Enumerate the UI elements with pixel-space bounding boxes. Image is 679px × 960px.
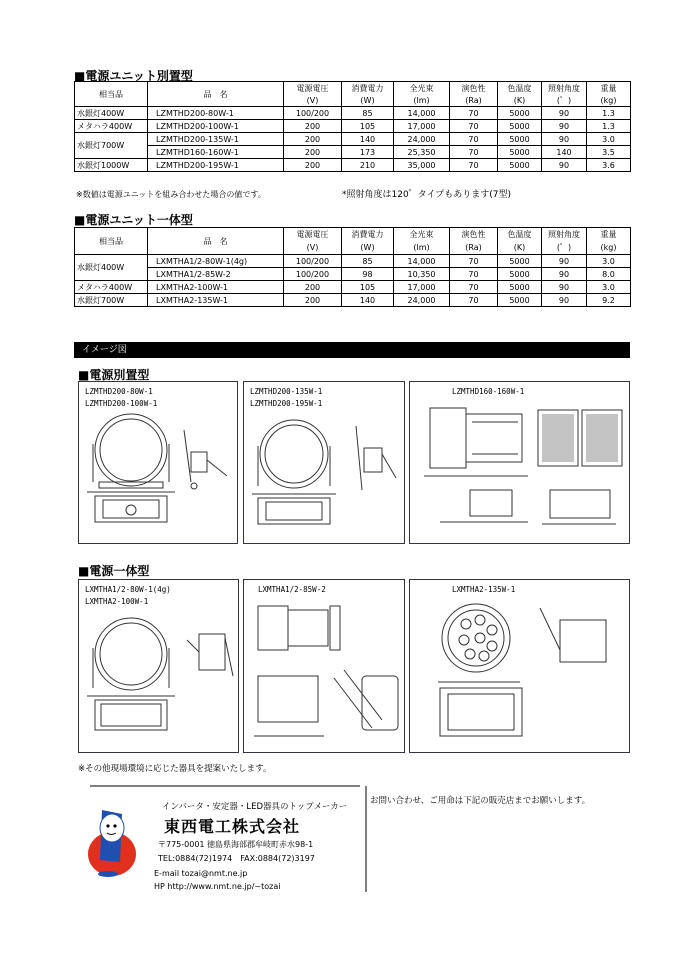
cell-model: LXMTHA2-100W-1 — [148, 281, 284, 294]
cell-weight: 3.0 — [587, 281, 631, 294]
cell-lumen: 14,000 — [394, 255, 450, 268]
group2-title: ■電源一体型 — [78, 564, 150, 578]
cell-temp: 5000 — [498, 268, 542, 281]
image-section-bar: イメージ図 — [74, 342, 630, 358]
cell-temp: 5000 — [498, 255, 542, 268]
cell-model: LZMTHD200-195W-1 — [148, 159, 284, 172]
header-temp: 色温度 — [498, 82, 542, 95]
cell-angle: 90 — [542, 294, 587, 307]
drawing-box-lxmtha2-135w — [409, 579, 630, 753]
header-voltage: 電源電圧 — [284, 82, 342, 95]
table-row — [75, 294, 631, 307]
company-address: 〒775-0001 徳島県海部郡牟岐町赤水98-1 — [158, 840, 314, 849]
drawing-label: LXMTHA1/2-85W-2 — [258, 585, 326, 594]
cell-angle: 90 — [542, 281, 587, 294]
cell-angle: 90 — [542, 159, 587, 172]
cell-temp: 5000 — [498, 281, 542, 294]
cell-temp: 5000 — [498, 107, 542, 120]
cell-lumen: 17,000 — [394, 120, 450, 133]
cell-temp: 5000 — [498, 146, 542, 159]
header-lumen-unit: (lm) — [394, 241, 450, 255]
header-angle: 照射角度 — [542, 82, 587, 95]
header-voltage-unit: (V) — [284, 241, 342, 255]
cell-category: 水銀灯400W — [75, 107, 148, 120]
cell-lumen: 24,000 — [394, 133, 450, 146]
header-temp-unit: (K) — [498, 241, 542, 255]
drawing-box-lzmthd200-80w — [78, 381, 238, 544]
header-ra: 演色性 — [450, 228, 498, 242]
cell-power: 105 — [342, 120, 394, 133]
company-name: 東西電工株式会社 — [164, 817, 301, 836]
cell-ra: 70 — [450, 159, 498, 172]
drawing-box-lxmtha1-85w — [243, 579, 405, 753]
cell-category: 水銀灯700W — [75, 294, 148, 307]
cell-voltage: 200 — [284, 294, 342, 307]
header-model: 品 名 — [148, 228, 284, 255]
cell-category: 水銀灯1000W — [75, 159, 148, 172]
section2-title: ■電源ユニット一体型 — [74, 213, 193, 227]
cell-model: LZMTHD200-80W-1 — [148, 107, 284, 120]
table-note-right: *照射角度は120゜タイプもあります(7型) — [342, 190, 511, 200]
header-weight: 重量 — [587, 82, 631, 95]
drawing-label: LXMTHA2-135W-1 — [452, 585, 516, 594]
floodlight-drawing — [79, 580, 240, 754]
table-row — [75, 159, 631, 172]
drawing-label: LXMTHA1/2-80W-1(4g) — [85, 585, 171, 594]
cell-voltage: 200 — [284, 146, 342, 159]
cell-power: 105 — [342, 281, 394, 294]
cell-angle: 90 — [542, 120, 587, 133]
cell-voltage: 200 — [284, 281, 342, 294]
company-mascot — [82, 800, 150, 880]
cell-temp: 5000 — [498, 120, 542, 133]
cell-temp: 5000 — [498, 159, 542, 172]
header-ra: 演色性 — [450, 82, 498, 95]
group1-title: ■電源別置型 — [78, 368, 150, 382]
cell-angle: 90 — [542, 268, 587, 281]
company-tagline: インバータ・安定器・LED器具のトップメーカー — [162, 802, 348, 812]
cell-power: 140 — [342, 294, 394, 307]
header-weight-unit: (kg) — [587, 241, 631, 255]
cell-power: 85 — [342, 107, 394, 120]
header-voltage-unit: (V) — [284, 94, 342, 107]
table-row — [75, 255, 631, 268]
header-angle-unit: (゜) — [542, 94, 587, 107]
header-lumen-unit: (lm) — [394, 94, 450, 107]
cell-model: LXMTHA1/2-80W-1(4g) — [148, 255, 284, 268]
table-note-left: ※数値は電源ユニットを組み合わせた場合の値です。 — [76, 190, 266, 199]
cell-angle: 90 — [542, 255, 587, 268]
cell-power: 98 — [342, 268, 394, 281]
spec-table-separate — [74, 81, 631, 172]
header-ra-unit: (Ra) — [450, 94, 498, 107]
header-angle: 照射角度 — [542, 228, 587, 242]
floodlight-drawing — [410, 580, 631, 754]
header-power-unit: (W) — [342, 94, 394, 107]
table-row — [75, 107, 631, 120]
cell-category: 水銀灯400W — [75, 255, 148, 281]
mascot-icon — [82, 800, 150, 880]
cell-weight: 8.0 — [587, 268, 631, 281]
header-model: 品 名 — [148, 82, 284, 107]
header-temp: 色温度 — [498, 228, 542, 242]
header-category: 相当品 — [75, 82, 148, 107]
header-category: 相当品 — [75, 228, 148, 255]
floodlight-drawing — [244, 580, 406, 754]
cell-lumen: 17,000 — [394, 281, 450, 294]
cell-category: メタハラ400W — [75, 120, 148, 133]
cell-lumen: 24,000 — [394, 294, 450, 307]
cell-weight: 1.3 — [587, 120, 631, 133]
cell-lumen: 10,350 — [394, 268, 450, 281]
drawing-box-lxmtha1-80w — [78, 579, 239, 753]
company-email: E-mail tozai@nmt.ne.jp — [154, 869, 248, 878]
header-weight-unit: (kg) — [587, 94, 631, 107]
cell-power: 173 — [342, 146, 394, 159]
cell-weight: 1.3 — [587, 107, 631, 120]
cell-lumen: 35,000 — [394, 159, 450, 172]
drawing-box-lzmthd160-160w — [409, 381, 630, 544]
drawing-box-lzmthd200-135w — [243, 381, 405, 544]
floodlight-drawing — [79, 382, 239, 545]
cell-weight: 9.2 — [587, 294, 631, 307]
table-row — [75, 281, 631, 294]
header-weight: 重量 — [587, 228, 631, 242]
table-row — [75, 133, 631, 146]
cell-voltage: 200 — [284, 120, 342, 133]
drawing-label: LZMTHD200-135W-1 — [250, 387, 323, 396]
header-temp-unit: (K) — [498, 94, 542, 107]
cell-weight: 3.5 — [587, 146, 631, 159]
cell-model: LXMTHA2-135W-1 — [148, 294, 284, 307]
images-note: ※その他現場環境に応じた器具を提案いたします。 — [78, 764, 272, 774]
cell-ra: 70 — [450, 120, 498, 133]
cell-ra: 70 — [450, 268, 498, 281]
floodlight-drawing — [410, 382, 631, 545]
cell-model: LZMTHD200-100W-1 — [148, 120, 284, 133]
cell-lumen: 25,350 — [394, 146, 450, 159]
drawing-label: LZMTHD160-160W-1 — [452, 387, 525, 396]
table-row — [75, 268, 631, 281]
section1-title: ■電源ユニット別置型 — [74, 69, 193, 83]
table-row — [75, 146, 631, 159]
cell-power: 140 — [342, 133, 394, 146]
cell-power: 85 — [342, 255, 394, 268]
company-tel-fax: TEL:0884(72)1974 FAX:0884(72)3197 — [158, 854, 315, 863]
floodlight-drawing — [244, 382, 406, 545]
header-voltage: 電源電圧 — [284, 228, 342, 242]
cell-ra: 70 — [450, 281, 498, 294]
header-lumen: 全光束 — [394, 228, 450, 242]
cell-voltage: 200 — [284, 159, 342, 172]
cell-category: 水銀灯700W — [75, 133, 148, 159]
cell-ra: 70 — [450, 146, 498, 159]
header-power-unit: (W) — [342, 241, 394, 255]
cell-ra: 70 — [450, 255, 498, 268]
cell-angle: 90 — [542, 133, 587, 146]
header-lumen: 全光束 — [394, 82, 450, 95]
spec-table-integrated — [74, 227, 631, 307]
cell-angle: 90 — [542, 107, 587, 120]
cell-weight: 3.6 — [587, 159, 631, 172]
company-hp: HP http://www.nmt.ne.jp/~tozai — [154, 882, 281, 891]
cell-model: LZMTHD160-160W-1 — [148, 146, 284, 159]
drawing-label: LZMTHD200-80W-1 — [85, 387, 153, 396]
cell-angle: 140 — [542, 146, 587, 159]
cell-lumen: 14,000 — [394, 107, 450, 120]
cell-ra: 70 — [450, 294, 498, 307]
cell-temp: 5000 — [498, 133, 542, 146]
cell-weight: 3.0 — [587, 255, 631, 268]
cell-ra: 70 — [450, 133, 498, 146]
drawing-label: LXMTHA2-100W-1 — [85, 597, 149, 606]
header-ra-unit: (Ra) — [450, 241, 498, 255]
cell-ra: 70 — [450, 107, 498, 120]
cell-voltage: 100/200 — [284, 255, 342, 268]
cell-voltage: 100/200 — [284, 107, 342, 120]
cell-temp: 5000 — [498, 294, 542, 307]
drawing-label: LZMTHD200-195W-1 — [250, 399, 323, 408]
cell-model: LXMTHA1/2-85W-2 — [148, 268, 284, 281]
table-row — [75, 120, 631, 133]
cell-model: LZMTHD200-135W-1 — [148, 133, 284, 146]
inquiry-text: お問い合わせ、ご用命は下記の販売店までお願いします。 — [370, 796, 591, 806]
cell-weight: 3.0 — [587, 133, 631, 146]
cell-category: メタハラ400W — [75, 281, 148, 294]
cell-voltage: 200 — [284, 133, 342, 146]
header-angle-unit: (゜) — [542, 241, 587, 255]
header-power: 消費電力 — [342, 228, 394, 242]
drawing-label: LZMTHD200-100W-1 — [85, 399, 158, 408]
cell-voltage: 100/200 — [284, 268, 342, 281]
header-power: 消費電力 — [342, 82, 394, 95]
cell-power: 210 — [342, 159, 394, 172]
